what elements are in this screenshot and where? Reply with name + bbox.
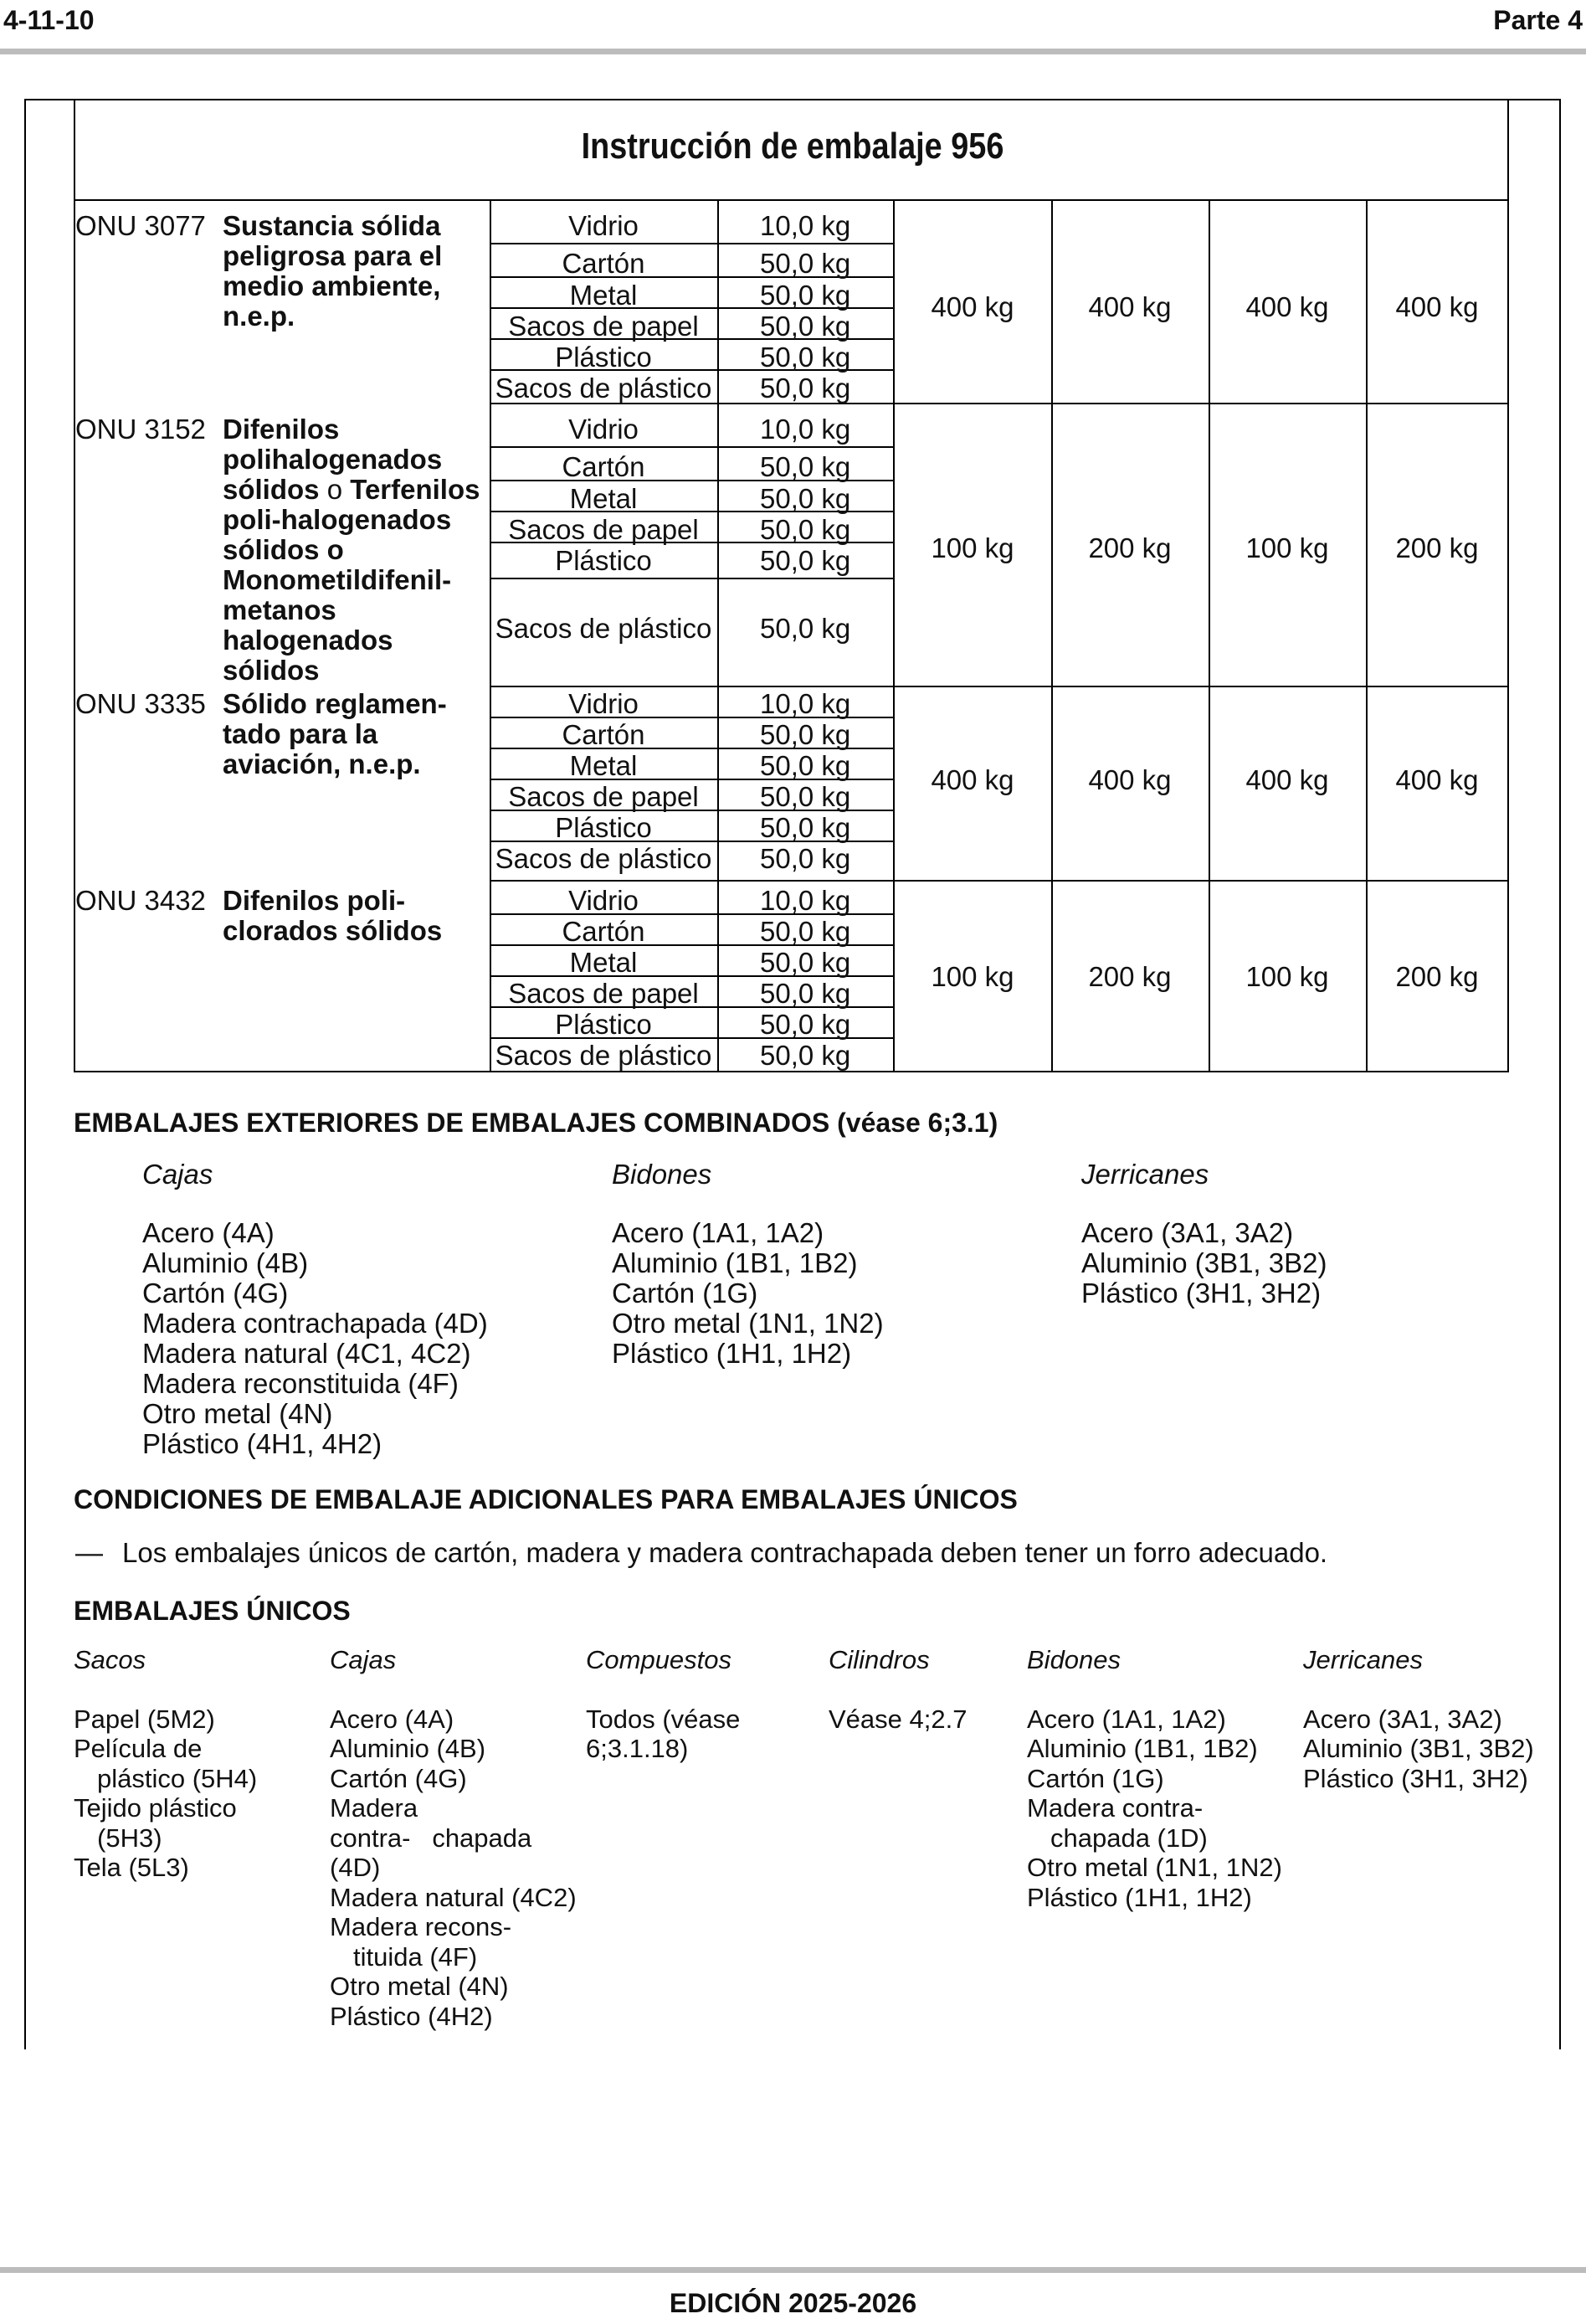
packaging-type: Sacos de papel [508,978,699,1009]
packaging-qty: 50,0 kg [760,451,851,482]
packaging-type: Plástico [555,812,652,843]
net-quantity: 200 kg [1395,532,1479,563]
packaging-type: Metal [569,280,638,311]
packaging-type: Sacos de papel [508,514,699,545]
single-column-cylinders: Cilindros Véase 4;2.7 [829,1645,968,1734]
single-column-boxes: Cajas Acero (4A) Aluminio (4B) Cartón (4G) Madera contra- chapada (4D) Madera natural (4C2) Madera recons- tituida (4F) Otro metal (4N) Plástico (4H2) [330,1645,577,2031]
packaging-qty: 50,0 kg [760,843,851,874]
footer-rule [0,2267,1586,2273]
packaging-type: Cartón [562,916,645,947]
outer-column-jerricans: Jerricanes Acero (3A1, 3A2) Aluminio (3B1, 3B2) Plástico (3H1, 3H2) [1081,1159,1327,1309]
outer-packagings-heading: EMBALAJES EXTERIORES DE EMBALAJES COMBINADOS (véase 6;3.1) [74,1108,998,1138]
packaging-qty: 50,0 kg [760,978,851,1009]
net-quantity: 400 kg [931,764,1014,795]
packaging-qty: 10,0 kg [760,688,851,719]
packaging-qty: 50,0 kg [760,483,851,514]
net-quantity: 400 kg [1395,291,1479,322]
grid-line [490,880,1509,882]
grid-line [1366,199,1368,1072]
net-quantity: 200 kg [1088,532,1172,563]
packaging-qty: 50,0 kg [760,545,851,576]
frame-left-outer [24,99,26,2049]
packaging-type: Sacos de plástico [495,1040,712,1071]
un-number: ONU 3077 [75,210,206,241]
frame-top [24,99,1561,100]
packaging-qty: 50,0 kg [760,916,851,947]
single-column-bags: Sacos Papel (5M2) Película de plástico (5H4) Tejido plástico (5H3) Tela (5L3) [74,1645,258,1882]
packaging-qty: 50,0 kg [760,1009,851,1040]
packaging-type: Vidrio [568,688,639,719]
net-quantity: 400 kg [1088,764,1172,795]
packaging-qty: 50,0 kg [760,311,851,342]
net-quantity: 100 kg [931,961,1014,992]
packaging-qty: 50,0 kg [760,373,851,404]
packaging-type: Cartón [562,248,645,279]
header-part: Parte 4 [1493,5,1583,35]
packaging-qty: 10,0 kg [760,210,851,241]
condition-text: Los embalajes únicos de cartón, madera y madera contrachapada deben tener un forro adecuado. [122,1537,1328,1568]
grid-line [1209,199,1210,1072]
single-column-composites: Compuestos Todos (véase 6;3.1.18) [586,1645,741,1763]
packaging-type: Plástico [555,1009,652,1040]
packaging-type: Vidrio [568,414,639,445]
packaging-type: Cartón [562,719,645,750]
net-quantity: 100 kg [931,532,1014,563]
packaging-type: Plástico [555,545,652,576]
grid-line [490,446,895,448]
packaging-qty: 50,0 kg [760,947,851,978]
grid-line [717,199,719,1072]
grid-line [893,199,895,1072]
un-number: ONU 3152 [75,414,206,445]
packaging-type: Metal [569,750,638,781]
un-number: ONU 3335 [75,688,206,719]
packaging-qty: 10,0 kg [760,414,851,445]
header-date: 4-11-10 [3,5,95,35]
substance-name: Difenilos polihalogenados sólidos o Terfenilos poli-halogenados sólidos o Monometildifenil- metanos halogenados sólidos [223,414,480,686]
packaging-qty: 50,0 kg [760,1040,851,1071]
packaging-type: Sacos de papel [508,311,699,342]
un-number: ONU 3432 [75,885,206,916]
outer-column-boxes: Cajas Acero (4A) Aluminio (4B) Cartón (4G) Madera contrachapada (4D) Madera natural (4C1, 4C2) Madera reconstituida (4F) Otro metal (4N) Plástico (4H1, 4H2) [142,1159,488,1459]
grid-line [490,243,895,244]
packaging-type: Metal [569,483,638,514]
packaging-qty: 50,0 kg [760,781,851,812]
frame-right-outer [1559,99,1561,2049]
net-quantity: 400 kg [1245,764,1329,795]
packaging-qty: 50,0 kg [760,812,851,843]
grid-line [490,578,895,579]
net-quantity: 100 kg [1245,961,1329,992]
condition-dash: — [75,1537,103,1568]
additional-conditions-heading: CONDICIONES DE EMBALAJE ADICIONALES PARA EMBALAJES ÚNICOS [74,1484,1018,1514]
packaging-qty: 50,0 kg [760,750,851,781]
packaging-type: Vidrio [568,885,639,916]
packaging-qty: 50,0 kg [760,613,851,644]
packaging-qty: 50,0 kg [760,342,851,373]
packaging-qty: 10,0 kg [760,885,851,916]
edition-footer: EDICIÓN 2025-2026 [669,2288,917,2318]
packaging-qty: 50,0 kg [760,514,851,545]
grid-line [490,686,1509,687]
packaging-type: Vidrio [568,210,639,241]
table-left [74,99,75,1072]
single-packagings-heading: EMBALAJES ÚNICOS [74,1596,351,1626]
packaging-type: Metal [569,947,638,978]
packaging-qty: 50,0 kg [760,719,851,750]
packaging-type: Plástico [555,342,652,373]
substance-name: Sustancia sólida peligrosa para el medio ambiente, n.e.p. [223,210,443,332]
substance-name: Difenilos poli- clorados sólidos [223,885,443,946]
packaging-type: Sacos de plástico [495,613,712,644]
table-right [1507,99,1509,1072]
net-quantity: 400 kg [1088,291,1172,322]
net-quantity: 400 kg [1245,291,1329,322]
net-quantity: 400 kg [931,291,1014,322]
title-bottom [74,199,1509,201]
substance-name: Sólido reglamen- tado para la aviación, n.e.p. [223,688,447,779]
packaging-qty: 50,0 kg [760,248,851,279]
packaging-type: Sacos de plástico [495,843,712,874]
packaging-type: Cartón [562,451,645,482]
grid-line [1051,199,1053,1072]
net-quantity: 100 kg [1245,532,1329,563]
table-bottom [74,1071,1509,1072]
net-quantity: 200 kg [1395,961,1479,992]
instruction-title: Instrucción de embalaje 956 [581,126,1004,167]
header-rule [0,49,1586,54]
outer-column-drums: Bidones Acero (1A1, 1A2) Aluminio (1B1, 1B2) Cartón (1G) Otro metal (1N1, 1N2) Plástico (1H1, 1H2) [612,1159,884,1369]
net-quantity: 400 kg [1395,764,1479,795]
single-column-drums: Bidones Acero (1A1, 1A2) Aluminio (1B1, 1B2) Cartón (1G) Madera contra- chapada (1D) Otro metal (1N1, 1N2) Plástico (1H1, 1H2) [1027,1645,1282,1912]
packaging-type: Sacos de papel [508,781,699,812]
net-quantity: 200 kg [1088,961,1172,992]
packaging-qty: 50,0 kg [760,280,851,311]
single-column-jerricans: Jerricanes Acero (3A1, 3A2) Aluminio (3B1, 3B2) Plástico (3H1, 3H2) [1303,1645,1534,1793]
packaging-type: Sacos de plástico [495,373,712,404]
